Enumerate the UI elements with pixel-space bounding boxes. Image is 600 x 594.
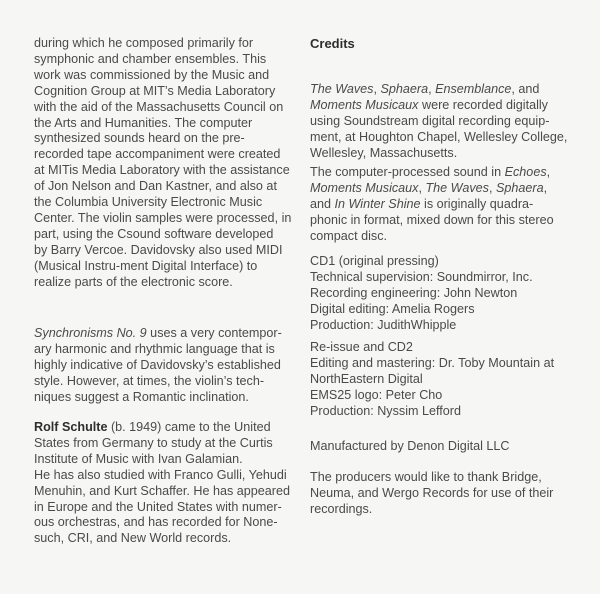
text-line [34,452,290,468]
text-line [310,114,567,130]
text-line [310,439,510,455]
text-run: the Arts and Humanities. The computer [34,115,253,130]
text-run: He has also studied with Franco Gulli, Yehudi [34,467,287,482]
text-run: The producers would like to thank Bridge, [310,470,542,484]
italic-title: Sphaera [495,180,544,195]
text-run: States from Germany to study at the Curtis [34,435,273,450]
text-run: Editing and mastering: Dr. Toby Mountain at [310,355,555,370]
text-run: ous orchestras, and has recorded for None- [34,515,278,530]
credits-manufacturer [310,439,510,455]
text-run: ment, at Houghton Chapel, Wellesley College, [310,129,568,144]
text-run: the Columbia University Electronic Music [34,195,263,210]
text-line [34,243,291,259]
text-run: Institute of Music with Ivan Galamian. [34,451,243,466]
italic-title: Synchronisms No. 9 [34,326,147,340]
text-line [34,374,282,390]
text-run: Manufactured by Denon Digital LLC [310,439,510,453]
text-run: in Europe and the United States with numer- [34,499,282,514]
text-line [34,342,282,358]
text-line [34,468,290,484]
text-run: (b. 1949) came to the United [107,420,271,434]
left-paragraph-1 [34,36,291,291]
text-line [34,326,282,342]
text-line [34,420,290,436]
text-run: with the aid of the Massachusetts Council on [34,99,284,114]
text-run: , [418,180,426,195]
text-run: Cognition Group at MIT’s Media Laboratory [34,83,276,98]
italic-title: The Waves [310,82,374,96]
text-run: Production: Nyssim Lefford [310,403,461,418]
text-run: CD1 (original pressing) [310,254,439,268]
text-run: of Jon Nelson and Dan Kastner, and also at [34,179,277,194]
text-line [310,388,554,404]
credits-paragraph-recording [310,82,567,162]
text-line [34,195,291,211]
text-run: during which he composed primarily for [34,36,254,50]
text-line [34,100,291,116]
italic-title: In Winter Shine [334,196,421,211]
text-line [310,404,554,420]
text-line [34,211,291,227]
text-line [34,116,291,132]
text-run: Technical supervision: Soundmirror, Inc. [310,269,533,284]
credits-thanks [310,470,553,518]
text-line [34,84,291,100]
text-run: Center. The violin samples were processed, in [34,210,292,225]
text-line [34,436,290,452]
text-run: , [488,180,496,195]
text-run: realize parts of the electronic score. [34,274,233,289]
text-line [310,502,553,518]
text-line [34,515,290,531]
text-line [34,259,291,275]
text-run: symphonic and chamber ensembles. This [34,51,267,66]
text-line [310,229,554,245]
credits-paragraph-quadraphonic [310,165,554,245]
italic-title: Sphaera [380,82,429,96]
text-run: Menuhin, and Kurt Schaffer. He has appeared [34,483,291,498]
italic-title: Echoes [504,165,547,179]
text-run: phonic in format, mixed down for this stereo [310,212,554,227]
text-run: is originally quadra- [420,196,534,211]
text-run: The computer-processed sound in [310,165,505,179]
text-line [34,163,291,179]
text-run: Neuma, and Wergo Records for use of their [310,485,554,500]
text-run: , [546,165,551,179]
italic-title: Ensemblance [435,82,512,96]
text-line [34,484,290,500]
text-line [310,146,567,162]
italic-title: Moments Musicaux [310,180,419,195]
text-line [310,340,554,356]
text-run: Production: JudithWhipple [310,317,457,332]
text-line [310,486,553,502]
text-line [310,98,567,114]
text-line [34,358,282,374]
text-line [310,470,553,486]
text-run: (Musical Instru-ment Digital Interface) to [34,258,258,273]
text-line [34,147,291,163]
text-line [34,68,291,84]
text-run: using Soundstream digital recording equip- [310,113,550,128]
text-line [34,500,290,516]
text-run: recorded tape accompaniment were created [34,147,281,162]
text-run: part, using the Csound software developed [34,226,274,241]
bold-text: Rolf Schulte [34,420,108,434]
text-run: ary harmonic and rhythmic language that is [34,341,275,356]
text-line [310,213,554,229]
text-line [310,270,533,286]
text-run: work was commissioned by the Music and [34,67,270,82]
text-run: such, CRI, and New World records. [34,531,232,546]
text-line [310,82,567,98]
text-run: compact disc. [310,228,387,243]
credits-cd1 [310,254,533,334]
text-run: , [543,180,548,195]
text-run: recordings. [310,501,373,516]
text-line [310,181,554,197]
text-line [34,131,291,147]
text-run: style. However, at times, the violin’s tech- [34,373,265,388]
text-run: synthesized sounds heard on the pre- [34,131,245,146]
text-run: , [428,82,436,96]
text-run: NorthEastern Digital [310,371,423,386]
text-run: niques suggest a Romantic inclination. [34,389,249,404]
text-run: highly indicative of Davidovsky’s established [34,357,281,372]
text-run: Digital editing: Amelia Rogers [310,301,475,316]
text-line [310,254,533,270]
text-line [310,318,533,334]
text-line [310,356,554,372]
credits-reissue-cd2 [310,340,554,420]
text-run: EMS25 logo: Peter Cho [310,387,443,402]
text-run: , [373,82,381,96]
text-run: were recorded digitally [418,97,548,112]
text-line [310,372,554,388]
text-run: uses a very contempor- [146,326,282,340]
text-line [310,302,533,318]
text-run: Wellesley, Massachusetts. [310,145,458,160]
text-run: at MITis Media Laboratory with the assistance [34,163,290,178]
text-line [34,179,291,195]
text-line [34,390,282,406]
text-run: Re-issue and CD2 [310,340,413,354]
text-run: by Barry Vercoe. Davidovsky also used MIDI [34,242,283,257]
credits-heading: Credits [310,36,355,51]
text-line [310,165,554,181]
text-run: Recording engineering: John Newton [310,285,518,300]
text-line [310,130,567,146]
text-line [34,227,291,243]
text-line [310,286,533,302]
left-paragraph-rolf-schulte [34,420,290,547]
text-line [310,197,554,213]
text-line [34,52,291,68]
italic-title: Moments Musicaux [310,97,419,112]
text-run: , and [511,82,540,96]
text-line [34,275,291,291]
left-paragraph-synchronisms [34,326,282,406]
text-run: and [310,196,335,211]
text-line [34,36,291,52]
italic-title: The Waves [425,180,489,195]
text-line [34,531,290,547]
